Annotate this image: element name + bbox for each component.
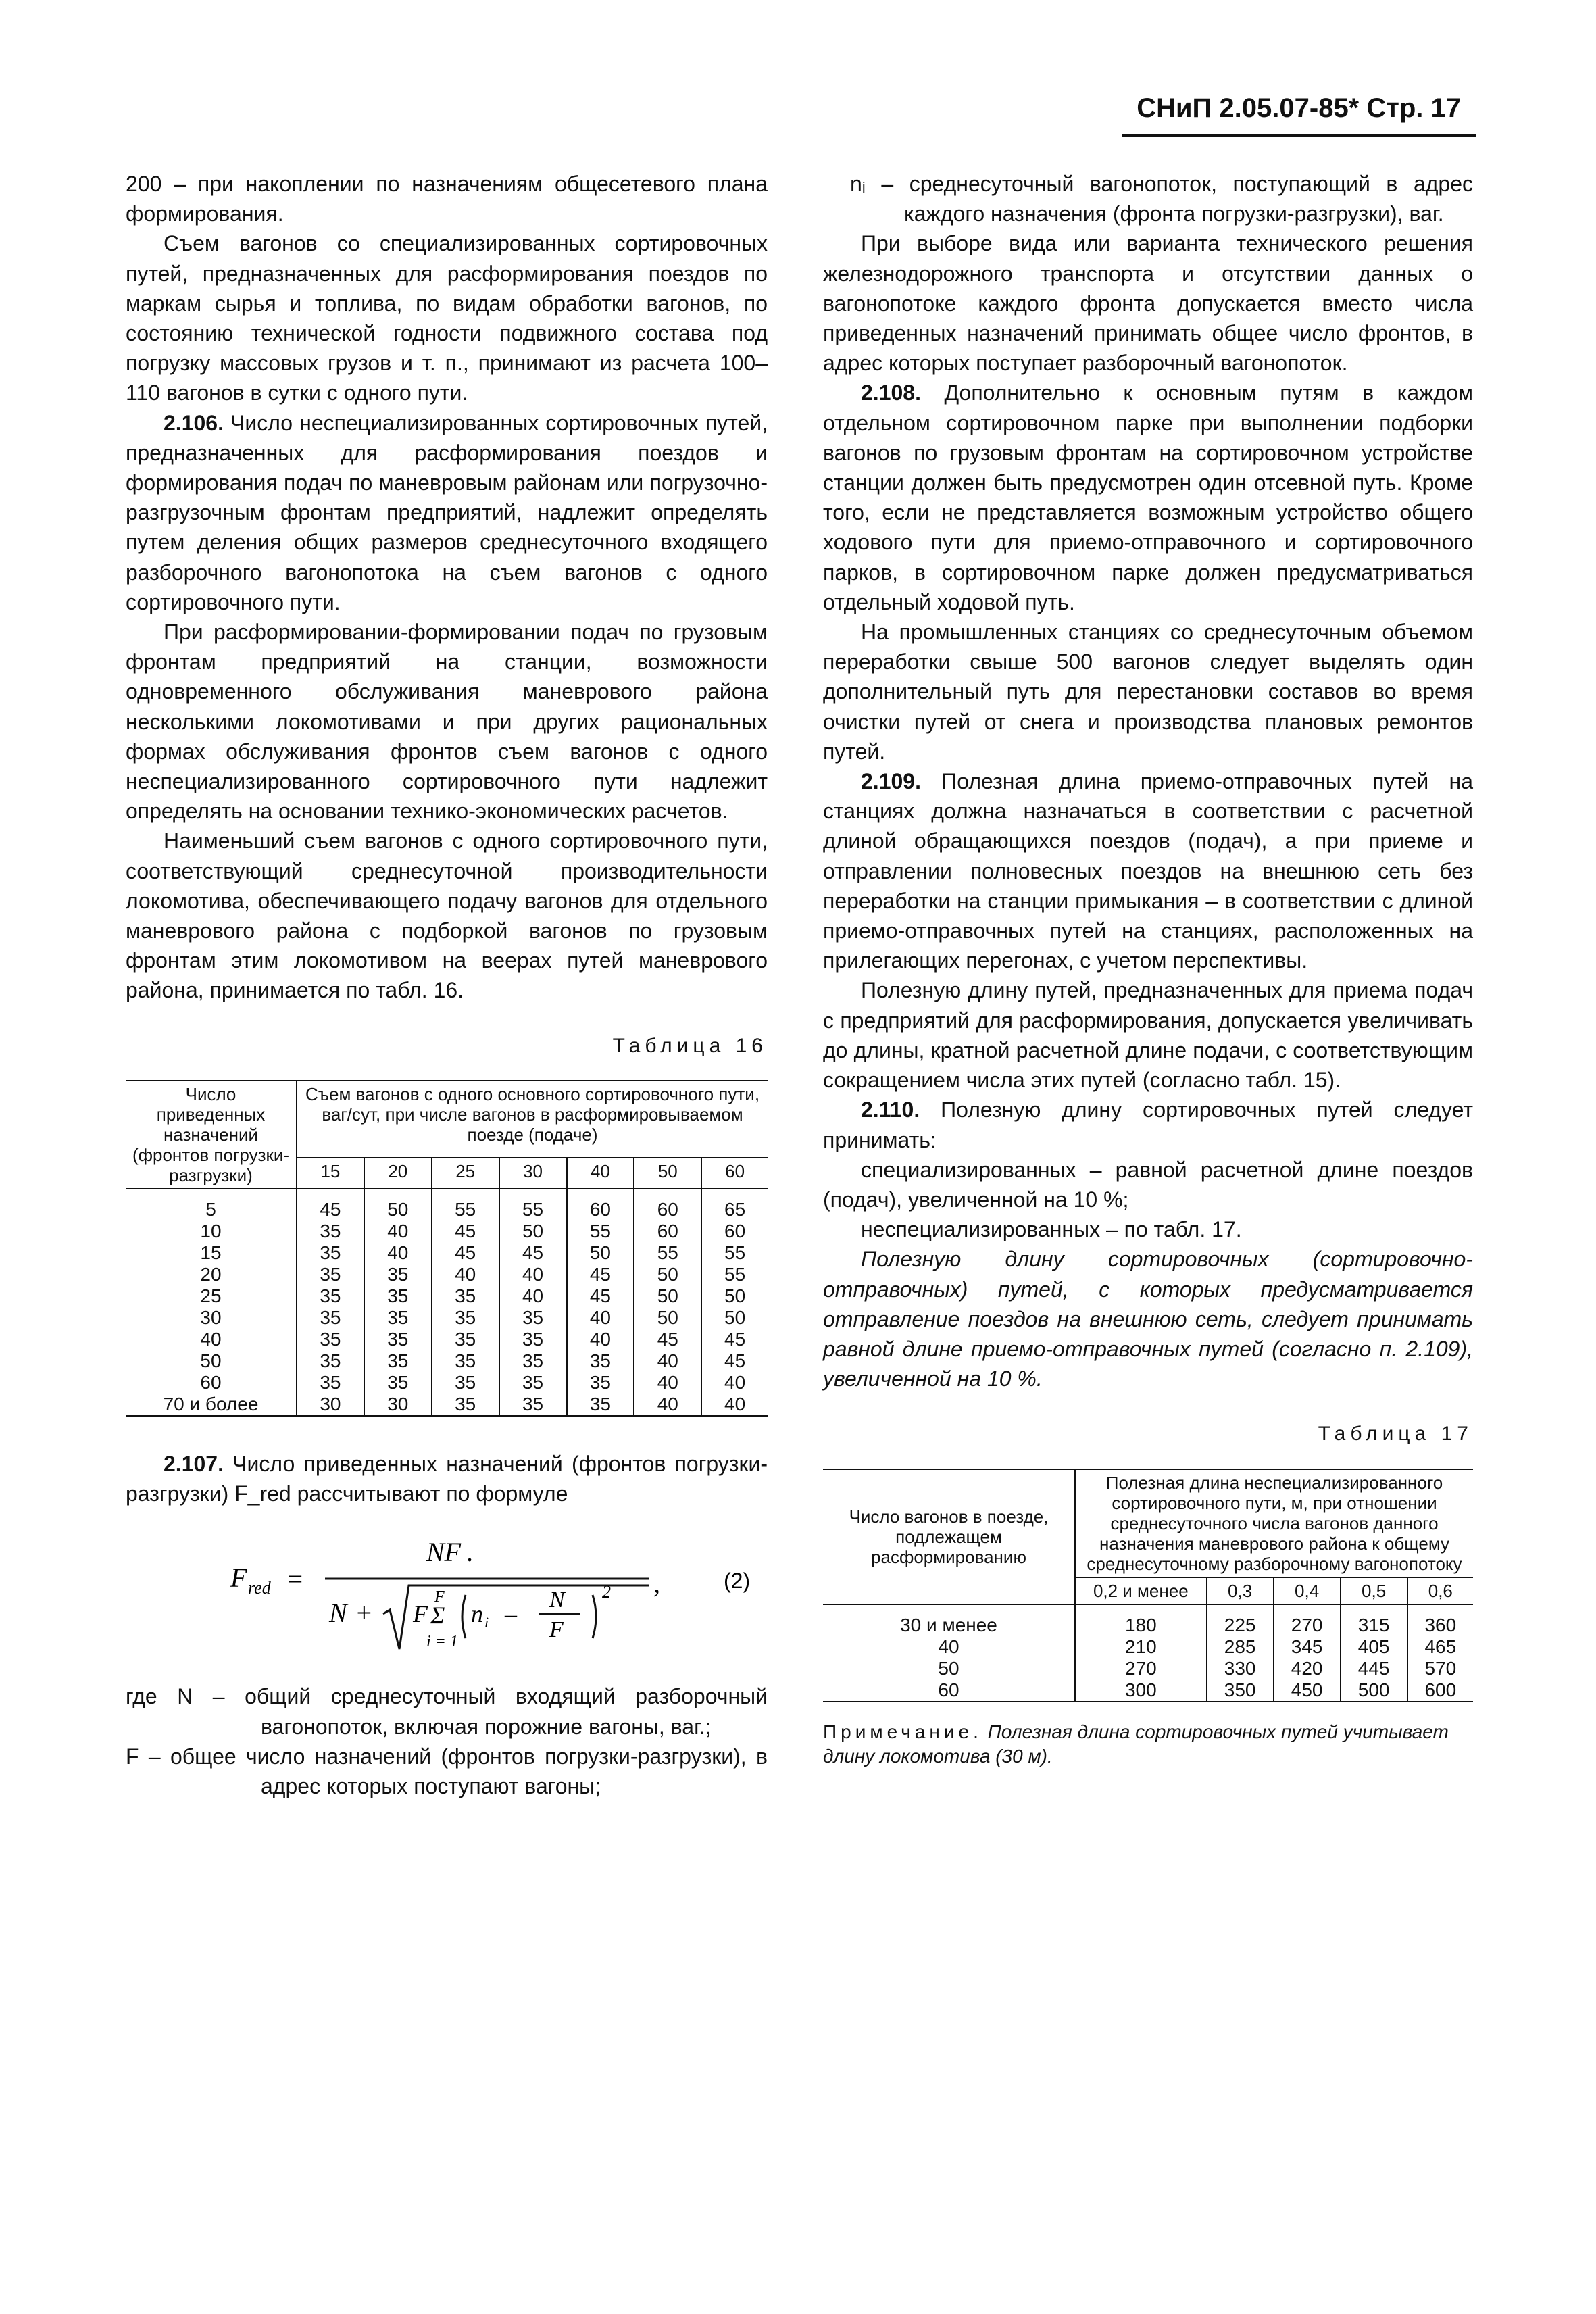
t17-col-header: 0,4 — [1274, 1577, 1341, 1604]
table-cell: 35 — [499, 1329, 567, 1350]
table-cell: 35 — [364, 1350, 432, 1372]
clause-text: Полезную длину сортировочных путей следует принимать: — [823, 1098, 1474, 1152]
table-cell: 35 — [364, 1264, 432, 1285]
table-cell: 40 — [567, 1307, 634, 1329]
svg-text:n: n — [471, 1600, 483, 1628]
row-label: 50 — [126, 1350, 297, 1372]
table-cell: 45 — [297, 1189, 364, 1221]
table-cell: 35 — [364, 1372, 432, 1394]
table17-caption: Таблица 17 — [1318, 1423, 1473, 1446]
table-cell: 45 — [432, 1221, 499, 1242]
table-cell: 35 — [364, 1307, 432, 1329]
table-row — [126, 1264, 768, 1285]
clause-2-108 — [823, 378, 1473, 617]
table-cell: 600 — [1424, 1679, 1457, 1700]
svg-text:F: F — [230, 1562, 247, 1594]
svg-text:F: F — [549, 1617, 564, 1643]
table-cell: 35 — [297, 1285, 364, 1307]
row-label: 30 и менее — [823, 1604, 1075, 1636]
table17-note — [823, 1720, 1473, 1769]
table16-col0-header: Число приведенных назначений (фронтов погрузки-разгрузки) — [126, 1081, 297, 1189]
table-row — [823, 1679, 1473, 1702]
table-cell: 210 — [1075, 1636, 1207, 1658]
table-cell: 60 — [634, 1221, 701, 1242]
row-label: 25 — [126, 1285, 297, 1307]
table-cell: 225 — [1207, 1604, 1274, 1636]
row-label: 50 — [823, 1658, 1075, 1679]
table-row — [823, 1658, 1473, 1679]
header-rule — [1122, 134, 1476, 137]
formula-number: (2) — [724, 1569, 751, 1594]
clause-number: 2.108. — [861, 380, 921, 405]
table-cell: 40 — [634, 1372, 701, 1394]
svg-text:+: + — [355, 1598, 373, 1629]
t17-col-header: 0,2 и менее — [1075, 1577, 1207, 1604]
table-cell: 180 — [1075, 1604, 1207, 1636]
t16-col-header: 25 — [432, 1158, 499, 1189]
table-cell: 50 — [634, 1307, 701, 1329]
table-cell: 65 — [724, 1198, 746, 1220]
table-cell: 270 — [1075, 1658, 1207, 1679]
table-row — [126, 1329, 768, 1350]
clause-text: Полезная длина приемо-отправочных путей на станциях должна назначаться в соответствии с расчетной длиной обращающихся поездов (подач), а при приеме и отправлении полновесных поездов на внешнюю сеть без переработки на станции примыкания – в соответствии с длиной приемо-отправочных путей на станциях, расположенных на прилегающих перегонах, с учетом перспективы. — [823, 769, 1473, 973]
table-cell: 35 — [499, 1394, 567, 1416]
table-cell: 445 — [1341, 1658, 1407, 1679]
formula-2 — [126, 1527, 768, 1663]
table-cell: 270 — [1274, 1604, 1341, 1636]
table-cell: 50 — [634, 1285, 701, 1307]
svg-text:.: . — [467, 1537, 474, 1568]
row-label: 60 — [126, 1372, 297, 1394]
table-cell: 35 — [432, 1394, 499, 1416]
clause-text: Число приведенных назначений (фронтов погрузки-разгрузки) F_red рассчитывают по формуле — [126, 1451, 768, 1506]
table-cell: 45 — [432, 1242, 499, 1264]
table-cell: 55 — [432, 1189, 499, 1221]
table-cell: 35 — [567, 1350, 634, 1372]
where-n: где N – общий среднесуточный входящий разборочный вагонопоток, включая порожние вагоны, ваг.; — [126, 1684, 768, 1739]
table16-group-header: Съем вагонов с одного основного сортировочного пути, ваг/сут, при числе вагонов в расформировываемом поезде (подаче) — [297, 1081, 768, 1158]
table-cell: 45 — [724, 1350, 746, 1371]
t17-col-header: 0,5 — [1341, 1577, 1407, 1604]
clause-2-109 — [823, 766, 1473, 975]
table-cell: 55 — [567, 1221, 634, 1242]
row-label: 15 — [126, 1242, 297, 1264]
table-cell: 45 — [567, 1285, 634, 1307]
svg-text:2: 2 — [602, 1582, 611, 1602]
table-cell: 45 — [634, 1329, 701, 1350]
table-cell: 60 — [724, 1220, 746, 1241]
table-cell: 570 — [1424, 1657, 1457, 1679]
table-row — [126, 1350, 768, 1372]
svg-text:F: F — [434, 1588, 445, 1606]
table-cell: 35 — [297, 1264, 364, 1285]
clause-2-107 — [126, 1449, 768, 1508]
table-cell: 35 — [432, 1372, 499, 1394]
table-cell: 35 — [297, 1221, 364, 1242]
paragraph: На промышленных станциях со среднесуточным объемом переработки свыше 500 вагонов следует выделять один дополнительный путь для перестановки составов во время очистки путей от снега и производства плановых ремонтов путей. — [823, 620, 1473, 764]
table-cell: 420 — [1274, 1658, 1341, 1679]
table16-caption: Таблица 16 — [612, 1034, 768, 1057]
table-cell: 40 — [364, 1242, 432, 1264]
paragraph: Наименьший съем вагонов с одного сортировочного пути, соответствующий среднесуточной производительности локомотива, обеспечивающего подачу вагонов для отдельного маневрового района с подборкой вагонов по грузовым фронтам этим локомотивом на веерах путей маневрового района, принимается по табл. 16. — [126, 829, 768, 1003]
clause-2-110 — [823, 1095, 1473, 1154]
table-cell: 35 — [432, 1307, 499, 1329]
table-cell: 40 — [499, 1285, 567, 1307]
table-cell: 50 — [724, 1306, 746, 1328]
clause-2-106 — [126, 408, 768, 617]
table-row — [126, 1307, 768, 1329]
svg-text:,: , — [653, 1568, 660, 1599]
note-label: Примечание. — [823, 1721, 982, 1742]
row-label: 70 и более — [126, 1394, 297, 1416]
table-cell: 45 — [499, 1242, 567, 1264]
table-cell: 450 — [1274, 1679, 1341, 1702]
paragraph: Полезную длину сортировочных (сортировочно-отправочных) путей, с которых предусматривается отправление поездов на внешнюю сеть, следует принимать равной длине приемо-отправочных путей (согласно п. 2.109), увеличенной на 10 %. — [823, 1247, 1473, 1392]
table-cell: 285 — [1207, 1636, 1274, 1658]
table-cell: 345 — [1274, 1636, 1341, 1658]
clause-text: Дополнительно к основным путям в каждом отдельном сортировочном парке при выполнении подборки вагонов по грузовым фронтам на сортировочном устройстве станции должен быть предусмотрен один отсевной путь. Кроме того, если не представляется возможным устройство общего ходового пути для приемо-отправочного и сортировочного парков, в сортировочном парке должен предусматриваться отдельный ходовой путь. — [823, 380, 1473, 614]
table-cell: 50 — [634, 1264, 701, 1285]
where-ni: nᵢ – среднесуточный вагонопоток, поступающий в адрес каждого назначения (фронта погрузки-разгрузки), ваг. — [850, 172, 1473, 226]
table17-col0-header: Число вагонов в поезде, подлежащем расформированию — [823, 1469, 1075, 1604]
clause-text: Число неспециализированных сортировочных путей, предназначенных для расформирования поездов и формирования подач по маневровым районам или погрузочно-разгрузочным фронтам предприятий, надлежит определять путем деления общих размеров среднесуточного входящего разборочного вагонопотока на съем вагонов с одного сортировочного пути. — [126, 410, 768, 614]
table-16 — [126, 1080, 768, 1417]
paragraph: При расформировании-формировании подач по грузовым фронтам предприятий на станции, возможности одновременного обслуживания маневрового района несколькими локомотивами и при других рациональных формах обслуживания фронтов съем вагонов с одного неспециализированного сортировочного пути надлежит определять на основании технико-экономических расчетов. — [126, 620, 768, 824]
table-cell: 500 — [1341, 1679, 1407, 1702]
note-text: Полезная длина сортировочных путей учитывает длину локомотива (30 м). — [823, 1721, 1449, 1767]
table-row — [126, 1221, 768, 1242]
paragraph: неспециализированных – по табл. 17. — [861, 1217, 1242, 1242]
clause-number: 2.107. — [164, 1451, 224, 1476]
table-cell: 50 — [567, 1242, 634, 1264]
table-cell: 40 — [634, 1350, 701, 1372]
t16-col-header: 60 — [725, 1161, 745, 1182]
table-cell: 330 — [1207, 1658, 1274, 1679]
table-cell: 55 — [724, 1241, 746, 1263]
svg-text:=: = — [286, 1564, 304, 1595]
table-cell: 35 — [297, 1372, 364, 1394]
table-cell: 35 — [432, 1329, 499, 1350]
t16-col-header: 30 — [499, 1158, 567, 1189]
row-label: 40 — [126, 1329, 297, 1350]
table-cell: 60 — [634, 1189, 701, 1221]
t17-col-header: 0,3 — [1207, 1577, 1274, 1604]
table-cell: 40 — [724, 1393, 746, 1414]
table-cell: 35 — [364, 1285, 432, 1307]
paragraph: специализированных – равной расчетной длине поездов (подач), увеличенной на 10 %; — [823, 1157, 1473, 1212]
table-cell: 35 — [297, 1350, 364, 1372]
row-label: 20 — [126, 1264, 297, 1285]
table-cell: 45 — [567, 1264, 634, 1285]
table-cell: 35 — [499, 1372, 567, 1394]
table-row — [823, 1636, 1473, 1658]
table-row — [126, 1189, 768, 1221]
table-cell: 40 — [724, 1371, 746, 1393]
t16-col-header: 20 — [364, 1158, 432, 1189]
table-cell: 35 — [567, 1372, 634, 1394]
row-label: 5 — [126, 1189, 297, 1221]
table-cell: 35 — [297, 1329, 364, 1350]
row-label: 60 — [823, 1679, 1075, 1702]
svg-text:i: i — [484, 1614, 489, 1631]
svg-text:Σ: Σ — [430, 1602, 445, 1629]
paragraph: 200 – при накоплении по назначениям общесетевого плана формирования. — [126, 172, 768, 226]
table-cell: 35 — [432, 1285, 499, 1307]
table-cell: 60 — [567, 1189, 634, 1221]
page-header: СНиП 2.05.07-85* Стр. 17 — [1137, 93, 1461, 123]
table-cell: 35 — [499, 1350, 567, 1372]
svg-text:red: red — [248, 1578, 271, 1598]
svg-text:–: – — [505, 1600, 517, 1628]
table-cell: 350 — [1207, 1679, 1274, 1702]
table-cell: 35 — [297, 1242, 364, 1264]
table-cell: 35 — [432, 1350, 499, 1372]
table-row — [126, 1242, 768, 1264]
table-cell: 50 — [724, 1285, 746, 1306]
table-cell: 40 — [364, 1221, 432, 1242]
svg-text:i = 1: i = 1 — [426, 1633, 458, 1651]
t16-col-header: 50 — [634, 1158, 701, 1189]
table-row — [126, 1394, 768, 1416]
table-row — [823, 1604, 1473, 1636]
where-f: F – общее число назначений (фронтов погрузки-разгрузки), в адрес которых поступают вагоны; — [126, 1744, 768, 1798]
table-cell: 40 — [567, 1329, 634, 1350]
clause-number: 2.110. — [861, 1098, 920, 1123]
table-cell: 35 — [297, 1307, 364, 1329]
table-row — [126, 1372, 768, 1394]
t16-col-header: 15 — [297, 1158, 364, 1189]
paragraph: Полезную длину путей, предназначенных для приема подач с предприятий для расформирования, допускается увеличивать до длины, кратной расчетной длине подачи, с соответствующим сокращением числа этих путей (согласно табл. 15). — [823, 978, 1473, 1093]
t16-col-header: 40 — [567, 1158, 634, 1189]
table-cell: 300 — [1075, 1679, 1207, 1702]
left-column — [126, 169, 768, 1801]
clause-number: 2.106. — [164, 410, 224, 435]
table-cell: 50 — [499, 1221, 567, 1242]
table-cell: 30 — [297, 1394, 364, 1416]
right-column — [823, 169, 1473, 1769]
table-cell: 40 — [499, 1264, 567, 1285]
table-cell: 315 — [1341, 1604, 1407, 1636]
table-cell: 30 — [364, 1394, 432, 1416]
formula-graphic — [129, 1527, 764, 1663]
table-cell: 50 — [364, 1189, 432, 1221]
row-label: 10 — [126, 1221, 297, 1242]
table-cell: 465 — [1424, 1635, 1457, 1657]
svg-text:N: N — [549, 1587, 565, 1613]
table-cell: 360 — [1424, 1614, 1457, 1635]
table-cell: 40 — [634, 1394, 701, 1416]
row-label: 40 — [823, 1636, 1075, 1658]
svg-text:F: F — [413, 1600, 428, 1628]
row-label: 30 — [126, 1307, 297, 1329]
table-cell: 40 — [432, 1264, 499, 1285]
table-cell: 55 — [499, 1189, 567, 1221]
table-cell: 35 — [567, 1394, 634, 1416]
table-cell: 45 — [724, 1328, 746, 1350]
svg-text:N: N — [329, 1598, 347, 1629]
t17-col-header: 0,6 — [1428, 1580, 1453, 1601]
table-cell: 35 — [364, 1329, 432, 1350]
table-cell: 35 — [499, 1307, 567, 1329]
svg-text:NF: NF — [426, 1537, 462, 1568]
clause-number: 2.109. — [861, 769, 921, 794]
paragraph: Съем вагонов со специализированных сортировочных путей, предназначенных для расформирования поездов по маркам сырья и топлива, по видам обработки вагонов, по состоянию технической годности подвижного состава под погрузку массовых грузов и т. п., принимают из расчета 100–110 вагонов в сутки с одного пути. — [126, 231, 768, 405]
table-cell: 405 — [1341, 1636, 1407, 1658]
table-cell: 55 — [724, 1263, 746, 1285]
table-row — [126, 1285, 768, 1307]
table-cell: 55 — [634, 1242, 701, 1264]
table-17 — [823, 1469, 1473, 1702]
paragraph: При выборе вида или варианта технического решения железнодорожного транспорта и отсутствии данных о вагонопотоке каждого фронта допускается вместо числа приведенных назначений принимать общее число фронтов, в адрес которых поступает разборочный вагонопоток. — [823, 231, 1473, 376]
table17-group-header: Полезная длина неспециализированного сортировочного пути, м, при отношении среднесуточного числа вагонов данного назначения маневрового района к общему среднесуточному разборочному вагонопотоку — [1075, 1469, 1473, 1577]
